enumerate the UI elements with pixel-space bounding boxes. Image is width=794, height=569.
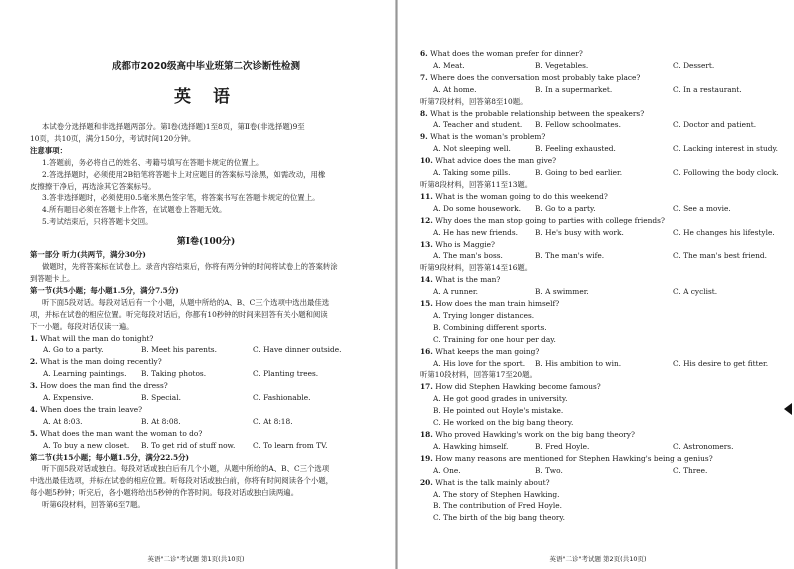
option-a: A. At 8:03. [43, 416, 83, 426]
option-line [420, 489, 784, 501]
option-c: C. Planting trees. [253, 369, 319, 379]
subsection-instruction: 听下面5段对话。每段对话后有一个小题，从题中所给的A、B、C三个选项中选出最佳选 [42, 297, 330, 307]
subsection-heading: 第二节(共15小题；每小题1.5分，满分22.5分) [30, 452, 189, 462]
option-c: C. See a movie. [673, 203, 731, 213]
question-list-1 [30, 333, 382, 452]
question-number: 13. [420, 239, 433, 249]
subsection-instruction: 下一小题。每段对话仅读一遍。 [30, 321, 134, 331]
question-text: What is the probable relationship between the speakers? [430, 108, 645, 118]
question-list-2 [420, 48, 784, 524]
option-a: A. Learning paintings. [43, 369, 127, 379]
option-row [30, 440, 382, 452]
page-footer: 英语"二诊"考试题 第2页(共10页) [549, 555, 647, 563]
option-b: B. Taking photos. [141, 369, 207, 379]
option-a: A. Do some housework. [433, 203, 522, 213]
question-text: What is the woman's problem? [430, 132, 546, 142]
question-stem [420, 131, 784, 143]
option-row [420, 286, 784, 298]
question-number: 18. [420, 430, 433, 439]
notes-heading: 注意事项： [30, 145, 67, 155]
option-b: B. He pointed out Hoyle's mistake. [433, 406, 564, 416]
option-row [420, 250, 784, 262]
option-row [420, 119, 784, 131]
option-b: B. He's busy with work. [535, 227, 624, 237]
question-text: What will the man do tonight? [40, 333, 154, 343]
subsection-instruction: 项，并标在试卷的相应位置。听完每段对话后，你都有10秒钟的时间来回答有关小题和阅读 [30, 309, 328, 319]
option-c: C. His desire to get fitter. [673, 358, 769, 368]
option-b: B. The man's wife. [535, 251, 605, 261]
option-row [420, 227, 784, 239]
option-c: C. Have dinner outside. [253, 345, 342, 355]
material-note: 听第7段材料，回答第8至10题。 [420, 96, 528, 106]
question-stem [30, 356, 382, 368]
question-number: 20. [420, 477, 433, 487]
subject-title: 英 语 [174, 87, 238, 107]
option-c: C. At 8:18. [253, 416, 293, 426]
question-stem [30, 404, 382, 416]
option-b: B. Meet his parents. [141, 345, 217, 355]
question-number: 1. [30, 333, 38, 343]
question-number: 11. [420, 191, 433, 201]
intro-line: 10页，共10页，满分150分，考试时间120分钟。 [30, 133, 196, 143]
question-number: 10. [420, 156, 433, 166]
question-text: What does the man want the woman to do? [40, 428, 203, 438]
option-line [420, 393, 784, 405]
option-line [420, 417, 784, 429]
question-text: What is the man doing recently? [40, 357, 162, 367]
exam-page-2 [402, 0, 794, 569]
question-text: How did Stephen Hawking become famous? [435, 382, 601, 392]
note-item: 2.答选择题时，必须使用2B铅笔将答题卡上对应题目的答案标号涂黑，如需改动，用橡 [42, 169, 326, 179]
page-fold-divider [395, 0, 398, 569]
option-a: A. Taking some pills. [433, 168, 511, 178]
section-heading: 第一部分 听力(共两节，满分30分) [30, 250, 146, 260]
option-a: A. The man's boss. [433, 251, 503, 261]
option-a: A. Go to a party. [43, 345, 104, 355]
question-text: What does the woman prefer for dinner? [430, 49, 583, 58]
material-note: 听第9段材料，回答第14至16题。 [420, 263, 533, 273]
option-row [30, 392, 382, 404]
intro-line: 本试卷分选择题和非选择题两部分。第Ⅰ卷(选择题)1至8页，第Ⅱ卷(非选择题)9至 [42, 122, 305, 131]
question-text: Why does the man stop going to parties with college friends? [435, 215, 665, 225]
exam-page-1 [0, 0, 392, 569]
option-c: C. Fashionable. [253, 393, 311, 403]
material-note: 听第10段材料，回答第17至20题。 [420, 370, 537, 380]
option-b: B. At 8:08. [141, 416, 181, 426]
option-row [30, 368, 382, 380]
option-row [420, 60, 784, 72]
note-item: 5.考试结束后，只将答题卡交回。 [42, 217, 153, 227]
question-text: What is the woman going to do this weekend? [435, 191, 608, 201]
question-stem [420, 274, 784, 286]
option-b: B. The contribution of Fred Hoyle. [433, 501, 562, 511]
question-number: 2. [30, 357, 38, 367]
question-stem [420, 215, 784, 227]
option-b: B. Combining different sports. [433, 322, 547, 332]
option-c: C. Following the body clock. [673, 168, 779, 178]
note-item: 皮擦擦干净后，再选涂其它答案标号。 [30, 181, 156, 191]
question-text: How many reasons are mentioned for Stephen Hawking's being a genius? [435, 453, 713, 463]
question-number: 16. [420, 346, 433, 356]
option-c: C. Three. [673, 465, 708, 475]
option-a: A. Expensive. [43, 393, 94, 403]
question-stem [420, 298, 784, 310]
question-number: 4. [30, 404, 38, 414]
question-number: 3. [30, 381, 38, 391]
question-text: What keeps the man going? [435, 346, 540, 356]
question-stem [420, 453, 784, 465]
question-number: 8. [420, 108, 428, 118]
option-a: A. Not sleeping well. [433, 144, 511, 154]
question-number: 7. [420, 72, 428, 82]
question-text: What is the talk mainly about? [435, 477, 550, 487]
question-number: 12. [420, 215, 433, 225]
subsection-instruction: 每小题5秒钟；听完后，各小题将给出5秒钟的作答时间。每段对话或独白读两遍。 [30, 488, 299, 498]
option-row [420, 167, 784, 179]
option-a: A. Hawking himself. [433, 441, 509, 451]
option-row [420, 358, 784, 370]
subsection-instruction: 中选出最佳选项，并标在试卷的相应位置。听每段对话或独白前，你将有时间阅读各个小题， [30, 476, 334, 486]
option-c: C. He worked on the big bang theory. [433, 418, 574, 428]
question-stem [420, 48, 784, 60]
option-a: A. Teacher and student. [433, 120, 523, 130]
page-footer: 英语"二诊"考试题 第1页(共10页) [147, 555, 245, 563]
question-number: 9. [420, 132, 428, 142]
option-b: B. Vegetables. [535, 60, 589, 70]
option-line [420, 334, 784, 346]
option-b: B. Special. [141, 393, 181, 403]
option-b: B. His ambition to win. [535, 358, 622, 368]
question-stem [30, 380, 382, 392]
option-a: A. At home. [433, 84, 477, 94]
option-line [420, 512, 784, 524]
subsection-heading: 第一节(共5小题；每小题1.5分，满分7.5分) [30, 285, 179, 295]
option-c: C. A cyclist. [673, 287, 718, 297]
option-row [420, 441, 784, 453]
question-text: How does the man find the dress? [40, 381, 168, 391]
option-a: A. His love for the sport. [433, 358, 526, 368]
question-text: What is the man? [435, 275, 501, 285]
question-stem [420, 239, 784, 251]
option-row [420, 143, 784, 155]
option-b: B. Fellow schoolmates. [535, 120, 621, 130]
question-text: What advice does the man give? [435, 156, 557, 166]
question-text: Who is Maggie? [435, 239, 496, 249]
question-number: 17. [420, 382, 433, 392]
option-row [420, 84, 784, 96]
option-b: B. In a supermarket. [535, 84, 613, 94]
question-text: When does the train leave? [40, 404, 143, 414]
question-stem [420, 346, 784, 358]
part-title: 第Ⅰ卷(100分) [176, 237, 236, 248]
option-c: C. Training for one hour per day. [433, 334, 556, 344]
material-note: 听第6段材料，回答第6至7题。 [42, 500, 145, 510]
option-b: B. Go to a party. [535, 203, 596, 213]
option-a: A. He got good grades in university. [433, 394, 568, 404]
option-a: A. He has new friends. [433, 227, 518, 237]
question-stem [420, 381, 784, 393]
question-number: 5. [30, 428, 38, 438]
material-note: 听第8段材料，回答第11至13题。 [420, 179, 533, 189]
question-stem [420, 191, 784, 203]
question-stem [420, 477, 784, 489]
option-b: B. Two. [535, 465, 563, 475]
exam-title: 成都市2020级高中毕业班第二次诊断性检测 [112, 61, 300, 72]
question-text: Who proved Hawking's work on the big bang theory? [435, 430, 635, 439]
question-text: Where does the conversation most probably take place? [430, 72, 641, 82]
note-item: 4.所有题目必须在答题卡上作答，在试题卷上答题无效。 [42, 205, 227, 215]
option-c: C. To learn from TV. [253, 440, 328, 450]
option-b: B. A swimmer. [535, 287, 589, 297]
option-c: C. The man's best friend. [673, 251, 767, 261]
option-line [420, 310, 784, 322]
option-c: C. He changes his lifestyle. [673, 227, 775, 237]
option-line [420, 322, 784, 334]
note-item: 1.答题前，务必将自己的姓名、考籍号填写在答题卡规定的位置上。 [42, 157, 264, 167]
option-a: A. Trying longer distances. [433, 310, 535, 320]
note-item: 3.答非选择题时，必须使用0.5毫米黑色签字笔，将答案书写在答题卡规定的位置上。 [42, 193, 320, 203]
question-stem [420, 72, 784, 84]
question-stem [30, 428, 382, 440]
section-instruction: 做题时，先将答案标在试卷上。录音内容结束后，你将有两分钟的时间将试卷上的答案转涂 [42, 262, 338, 272]
option-a: A. One. [433, 465, 461, 475]
option-row [30, 344, 382, 356]
option-row [420, 465, 784, 477]
option-c: C. Lacking interest in study. [673, 144, 778, 154]
subsection-instruction: 听下面5段对话或独白。每段对话或独白后有几个小题，从题中所给的A、B、C三个选项 [42, 464, 330, 474]
question-number: 15. [420, 299, 433, 309]
option-c: C. Doctor and patient. [673, 120, 757, 130]
option-a: A. The story of Stephen Hawking. [433, 489, 560, 499]
question-number: 6. [420, 49, 428, 58]
option-row [420, 203, 784, 215]
question-number: 14. [420, 275, 433, 285]
question-text: How does the man train himself? [435, 299, 560, 309]
option-c: C. In a restaurant. [673, 84, 742, 94]
question-stem [420, 429, 784, 441]
question-number: 19. [420, 453, 433, 463]
option-line [420, 405, 784, 417]
option-b: B. Going to bed earlier. [535, 168, 623, 178]
section-instruction: 到答题卡上。 [30, 273, 75, 283]
question-stem [420, 108, 784, 120]
next-page-arrow-icon[interactable] [784, 403, 792, 415]
option-b: B. Feeling exhausted. [535, 144, 616, 154]
option-a: A. To buy a new closet. [43, 440, 130, 450]
option-line [420, 500, 784, 512]
option-b: B. Fred Hoyle. [535, 441, 590, 451]
question-stem [30, 333, 382, 345]
question-stem [420, 155, 784, 167]
option-a: A. Meat. [433, 60, 465, 70]
option-c: C. Astronomers. [673, 441, 734, 451]
option-c: C. Dessert. [673, 60, 715, 70]
option-b: B. To get rid of stuff now. [141, 440, 236, 450]
option-row [30, 416, 382, 428]
option-c: C. The birth of the big bang theory. [433, 513, 565, 523]
option-a: A. A runner. [433, 287, 478, 297]
